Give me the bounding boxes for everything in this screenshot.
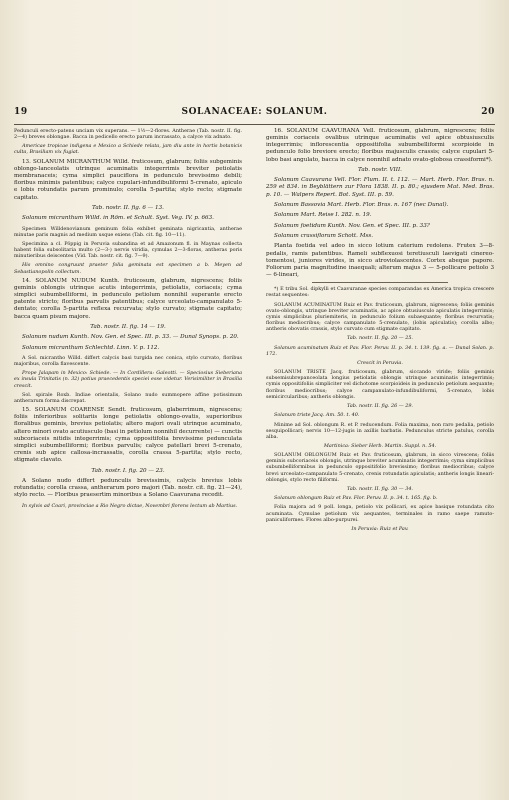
synonym: Solanum micranthum Willd. in Röm. et Schult. Syst. Veg. IV. p. 663. (22, 215, 214, 222)
right-column (266, 128, 494, 768)
plate-reference: Tab. nostr. I. fig. 20 — 23. (91, 467, 165, 474)
running-title: SOLANACEAE: SOLANUM. (181, 107, 328, 117)
paragraph: Sol. spirale Roxb. Indiae orientalis, Solano nudo summopere affine potissimum antherarum forma discrepat. (14, 391, 242, 404)
species-entry: 14. SOLANUM NUDUM Kunth. fruticosum, glabrum, nigrescens; foliis geminis oblongis utrinque acutis integerrimis, petiolatis, coriaceis; cyma simplici subumbelliformi, in pedunculo petiolum nonnihil superante erecto patente stricto; floribus parvulis patentibus; calyce urceolato-campanulato 5-dentato; corolla 5-partita reflexa recurvata; stylo curvato; stigmate capitato; bacca quam pisum majore. (14, 277, 242, 320)
page-number-left: 19 (14, 107, 28, 117)
left-column (14, 128, 242, 768)
synonym: Solanum foetidum Kunth. Nov. Gen. et Spec. III. p. 33? (274, 222, 430, 229)
footnote-entry: SOLANUM OBLONGUM Ruiz et Pav. fruticosum, glabrum, in sicco virescens; foliis geminis subcoriaceis oblongis, utrinque breviter acuminatis integerrimis; cyma simplicibus subumbelliformibus in pedunculo oppositifolio brevissimo; floribus mediocribus; calyce brevi urceolato-campanulato 5-crenato, crenis rotundatis apiculatis; antheris longis lineari-oblongis, stylo recto filiformi. (266, 452, 494, 483)
synonym: Solanum Caavurana Vell. Flor. Flum. II. t. 112. — Mart. Herb. Flor. Bras. n. 259 et 834. in Beyblättern zur Flora 1838. II. p. 80.; ejusdem Mat. Med. Bras. p. 10. — Walpers Repert. Bot. Syst. III. p. 59. (266, 177, 494, 198)
plate-reference: Tab. nostr. II. fig. 20 — 25. (347, 335, 413, 342)
species-entry: 13. SOLANUM MICRANTHUM Willd. fruticosum, glabrum; foliis subgeminis oblongo-lanceolatis utrinque acuminatis integerrimis breviter petiolatis membranaceis; cyma simplici pauciflora in pedunculo brevissimo debili; floribus minimis patentibus; calyce cupulari-infundibuliformi 5-crenato, apiculo e lobis rotundatis parum prominulo; corolla 5-partita; stylo recto; stigmate capitato. (14, 158, 242, 201)
paragraph: Specimina a cl. Pöppig in Peruvia subandina et ad Amazonum fl. in Maynas collecta habent folia subsolitaria multo (2—3‑) nervis viridia, cymulas 2—3‑floras, antheras poris minutieribus deiscentes (Vid. Tab. nostr. cit. fig. 7—9). (14, 240, 242, 260)
paragraph: In sylvis ad Coari, provinciae a Rio Negro dictae, Novembri florens lectum ab Martius. (22, 502, 238, 509)
locality: Martinica: Sieber Herb. Martin. Suppl. n. 54. (323, 442, 437, 449)
paragraph: A Solano nudo differt pedunculis brevissimis, calycis brevius lobis rotundatis; corolla crassa, antherarum poro majori (Tab. nostr. cit. fig. 21—24), stylo recto. — Floribus praesertim minoribus a Solano Caavurana recedit. (14, 477, 242, 499)
locality: Crescit in Peruvia. (357, 360, 403, 366)
paragraph: Folia majora ad 9 poll. longa, petiolo vix pollicari, ex apice basique rotundata cito acuminata. Cymulae petiolum vix aequantes, terminales in ramo saepe ramuto-paniculiformes. Flores albo-purpurei. (266, 504, 494, 523)
header-rule (14, 124, 495, 125)
footnote: *) E tribu Sol. dipkylli et Caavuranae species comparandas ex America tropica crescere restat sequentes: (266, 286, 494, 299)
footnote-entry: SOLANUM ACUMINATUM Ruiz et Pav. fruticosum, glabrum, nigrescens; foliis geminis ovato-oblongis, utrinque breviter acuminatis, ac apice obtusiusculo apiculatis integerrimis; cymis simplicibus pluriemiteris, in pedunculo folium subaequante; floribus recurvatis; floribus mediocribus; calyce campanulato 5-crenulato, (lobis apiculatis); corolla albo; antheris obovatis crassis, stylo curvato cum stigmate capitato. (266, 301, 494, 333)
paragraph: Specimen Willdenovianum geminum folia exhibet geminata nigricantia, antherae minutae paris magnis ad medium usque exiens (Tab. cit. fig. 10—11). (14, 225, 242, 238)
plate-reference: Tab. nostr. II. fig. 30 — 34. (347, 485, 413, 492)
species-entry: 15. SOLANUM COARENSE Sendt. fruticosum, glaberrimum, nigrescens; foliis inferioribus solitariis longe petiolatis oblongo-ovatis, superioribus floralibus geminis, brevius petiolatis; altero majori ovali utrinque acuminato, altero minori ovato acutiusculo (basi in petiolum nonnihil decurrente) — cunctis subcoriaceis nitidis integerrimis; cyma oppositifolia brevissime pedunculata simplici subumbelliformi; floribus parvulis; calyce patellari brevi 5-crenato, crenis sub apice callosa-incrassatis, corolla crassa 5-partita; stylo recto, stigmate clavato. (14, 407, 242, 464)
plate-reference: Tab. nostr. II. fig. 6 — 13. (92, 204, 164, 211)
synonym: Solanum Mart. Reise I. 282. n. 19. (274, 212, 372, 219)
species-entry: 16. SOLANUM CAAVURANA Vell. fruticosum, glabrum, nigrescens; foliis geminis coriaceis ovalibus utrinque acuminatis vel apice obtusiusculis integerrimis; inflorescentia oppositifolia subumbelliformi scorpioide in pedunculo folio breviore erecto; floribus majusculis crassis; calyce cupulari 5-lobo basi angulato, bacca in calyce nonnihil adnato ovato-globosa crassiformi*). (266, 128, 494, 163)
locality: In Peruvia: Ruiz et Pav. (351, 525, 409, 532)
paragraph: A Sol. micrantho Willd. differt calycis basi turgida nec conica, stylo curvato, floribus majoribus, corolla flavescente. (14, 354, 242, 368)
synonym: Solanum micranthum Schlechtd. Linn. V. p. 112. (22, 344, 160, 351)
plate-reference: Tab. nostr. VIII. (358, 166, 402, 173)
synonym: Solanum oblongum Ruiz et Pav. Flor. Peruv. II. p. 34. t. 165. fig. b. (274, 495, 438, 502)
plate-reference: Tab. nostr. II. fig. 14 — 19. (90, 323, 166, 330)
paragraph: Planta foetida vel adeo in sicco lotium caterium redolens. Frutex 3—8-pedalis, ramis patentibus. Rameli subflexuosi teretiusculi laevigati cinereo-tomentosi, juniores virides, in sicco atroviolascentes. Cortex abeque papore. Foliorum paria magnitudine inaequali; alterum majus 3 — 5-pollicare petiolo 3 — 6-lineari, (266, 243, 494, 278)
paragraph: Prope Jalapam in Mexico: Schiede. — In Cordillera: Galeotti. — Speciosius Sieberiana ex insula Trinitatis (n. 32) potius praecedentis speciei esse videtur. Verisimiliter in Brasilia crescit. (14, 370, 242, 389)
running-header (12, 107, 497, 121)
synonym: Solanum triste Jacq. Am. 50. t. 40. (274, 412, 360, 419)
paragraph: His omnino congruunt praeter folia geminata est specimen a b. Meyen ad Sebastianopolin collectum. (14, 262, 242, 275)
footnote-rule (312, 282, 449, 283)
plate-reference: Tab. nostr. II. fig. 26 — 29. (347, 402, 413, 409)
synonym: Solanum acuminatum Ruiz et Pav. Flor. Peruv. II. p. 34. t. 139. fig. a. — Dunal Solan. p. 172. (266, 344, 494, 357)
page-number-right: 20 (481, 107, 495, 117)
paragraph: Americae tropicae indigena e Mexico a Schiede relata, jam diu ante in hortis botanicis culta, Brasiliam vix fugiat. (14, 143, 242, 156)
footnote-entry: SOLANUM TRISTE Jacq. fruticosum, glabrum, siccando viride; foliis geminis subsemisubrepanceolata longius petiolatis oblongis utrinque acuminatis integerrimis; cymis oppositifoliis simpliciter vel dichotome scorpioideis in pedunculo petiolum aequante; floribus mediocribus; calyce campanulato-infundibuliformi, 5-crenato, lobis semicircularibus; antheris oblongis. (266, 369, 494, 400)
synonym: Solanum nudum Kunth. Nov. Gen. et Spec. III. p. 33. — Dunal Synops. p. 20. (22, 334, 239, 341)
paragraph: Minime ad Sol. oblongum R. et P. reducendum. Folia maxima, non raro pedalia, petiolo sesquipollicari; nervis 10—12-jugis in axillis barbatis. Pedunculus stricte patulus, corolla alba. (266, 421, 494, 440)
synonym: Solanum Bassovia Mart. Herb. Flor. Bras. n. 167 (nec Dunal). (274, 201, 449, 208)
paragraph: Pedunculi erecto-patens unciam vix superans. — 1½—2‑flores. Antherae (Tab. nostr. II. fig. 2—4) breves oblongae. Bacca in pedicello erecto parum incrassato, a calyce vix adnato. (14, 128, 242, 141)
synonym: Solanum crassiflorum Schott. Mss. (274, 233, 373, 239)
